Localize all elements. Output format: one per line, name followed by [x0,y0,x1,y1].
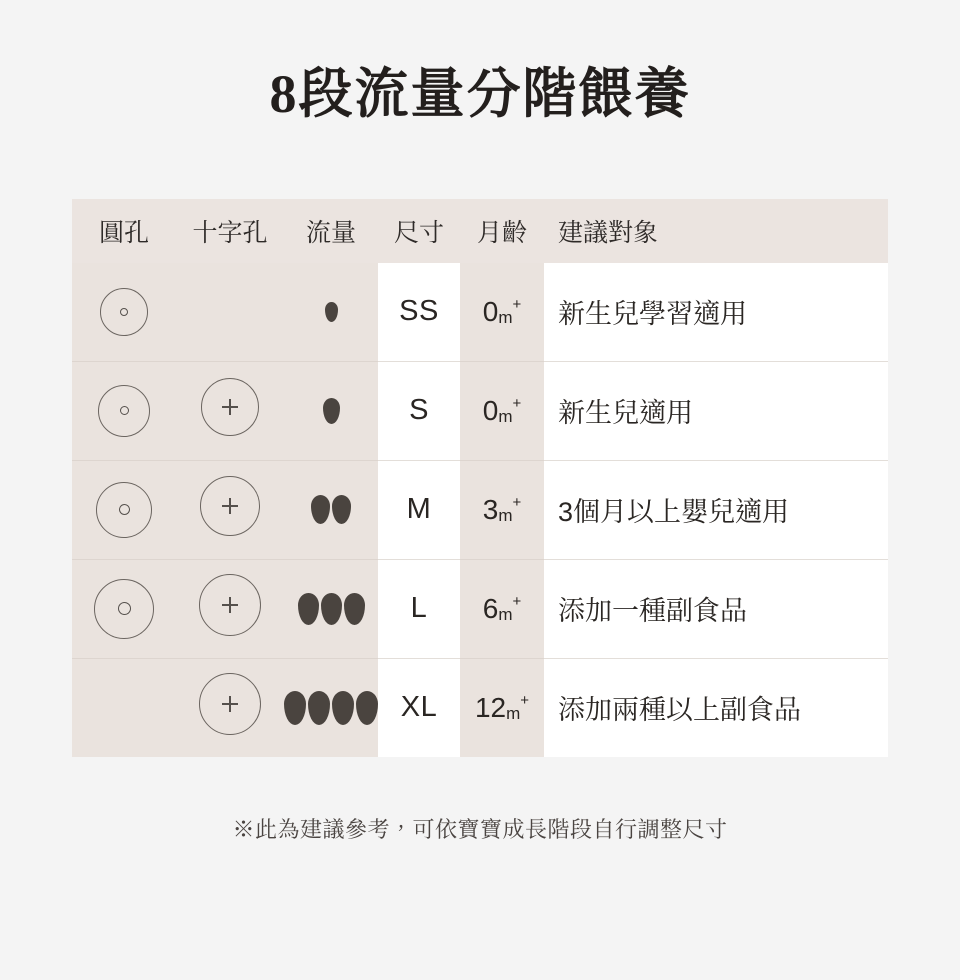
table-row [72,559,888,658]
cell-flow [284,263,378,362]
cell-round-hole [72,361,176,460]
table-row [72,263,888,362]
cross-hole-icon [199,673,261,735]
table-row [72,361,888,460]
water-drop-icon [321,593,342,625]
water-drop-icon [298,593,319,625]
round-hole-dot [120,406,129,415]
table-header [72,199,888,263]
cell-flow [284,361,378,460]
column-header-cross-hole: 十字孔 [176,199,284,263]
round-hole-icon [98,385,150,437]
cell-target: 添加一種副食品 [544,559,888,658]
cell-size: SS [378,263,460,362]
cell-cross-hole [176,361,284,460]
age-number: 0 [482,295,499,327]
cell-flow [284,460,378,559]
cell-size: L [378,559,460,658]
cell-round-hole [72,559,176,658]
age-plus: + [520,692,530,710]
cell-target: 新生兒適用 [544,361,888,460]
column-header-size: 尺寸 [378,199,460,263]
age-unit: m [498,604,513,624]
cell-cross-hole [176,460,284,559]
cell-round-hole [72,263,176,362]
cell-flow [284,559,378,658]
round-hole-icon [100,288,148,336]
round-hole-dot [119,504,130,515]
water-drop-icon [308,691,330,725]
cell-size: M [378,460,460,559]
table-header-row [72,199,888,263]
water-drop-icon [325,302,338,322]
round-hole-icon [94,579,154,639]
age-number: 3 [482,493,499,525]
age-unit: m [506,703,521,723]
age-plus: + [512,593,522,611]
cell-age [460,263,544,362]
page-title: 8段流量分階餵養 [269,64,691,124]
cell-flow [284,658,378,757]
drop-group [284,495,378,524]
cell-size: S [378,361,460,460]
water-drop-icon [344,593,365,625]
age-number: 12 [474,691,507,723]
age-unit: m [498,406,513,426]
cell-target: 添加兩種以上副食品 [544,658,888,757]
drop-group [284,691,378,725]
table-row [72,658,888,757]
age-number: 0 [482,394,499,426]
drop-group [284,398,378,424]
flow-stage-table [72,199,888,757]
cross-hole-icon [200,476,260,536]
cell-age [460,361,544,460]
column-header-age: 月齡 [460,199,544,263]
column-header-round-hole: 圓孔 [72,199,176,263]
water-drop-icon [332,691,354,725]
water-drop-icon [332,495,351,524]
water-drop-icon [356,691,378,725]
cell-cross-hole [176,559,284,658]
age-unit: m [498,307,513,327]
table-body [72,263,888,757]
age-unit: m [498,505,513,525]
cell-round-hole [72,460,176,559]
age-number: 6 [482,592,499,624]
cell-target: 3個月以上嬰兒適用 [544,460,888,559]
round-hole-dot [120,308,128,316]
table-row [72,460,888,559]
water-drop-icon [311,495,330,524]
cross-hole-icon [201,378,259,436]
footnote: ※此為建議參考，可依寶寶成長階段自行調整尺寸 [232,816,728,842]
flow-table-container [72,199,888,757]
age-plus: + [512,296,522,314]
cell-cross-hole [176,263,284,362]
drop-group [284,302,378,322]
cell-round-hole [72,658,176,757]
cell-cross-hole [176,658,284,757]
column-header-target: 建議對象 [544,199,888,263]
cell-age [460,559,544,658]
round-hole-icon [96,482,152,538]
round-hole-dot [118,602,131,615]
cross-hole-icon [199,574,261,636]
cell-age [460,460,544,559]
cell-size: XL [378,658,460,757]
age-plus: + [512,494,522,512]
column-header-flow: 流量 [284,199,378,263]
cell-target: 新生兒學習適用 [544,263,888,362]
age-plus: + [512,395,522,413]
water-drop-icon [284,691,306,725]
cell-age [460,658,544,757]
water-drop-icon [323,398,340,424]
drop-group [284,593,378,625]
